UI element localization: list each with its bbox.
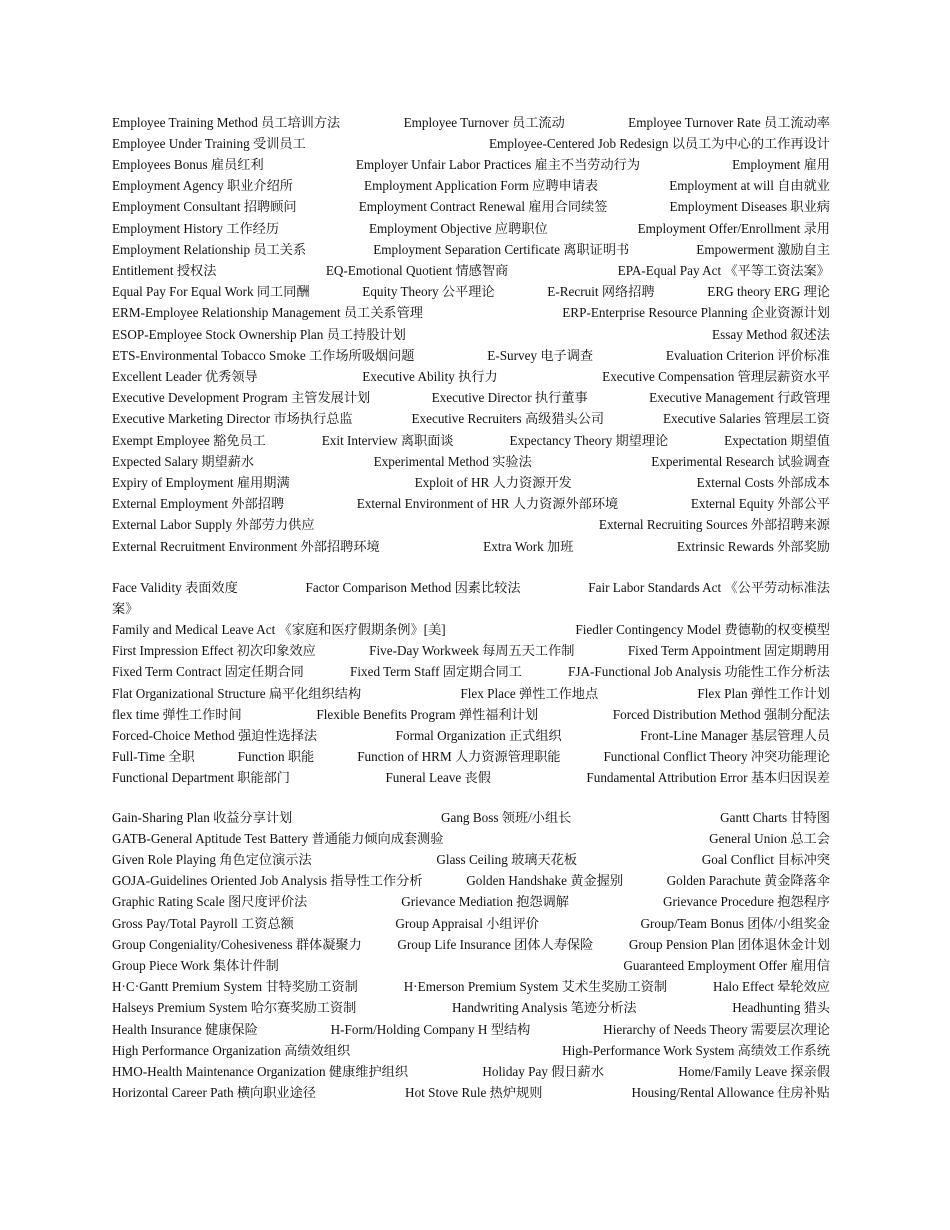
glossary-term: Exit Interview 离职面谈	[321, 432, 454, 448]
glossary-term: ERM-Employee Relationship Management 员工关系管理	[112, 305, 423, 321]
glossary-line	[112, 934, 830, 952]
glossary-term: Holiday Pay 假日薪水	[482, 1063, 605, 1079]
glossary-term: Executive Compensation 管理层薪资水平	[602, 368, 830, 384]
glossary-line	[112, 154, 830, 172]
glossary-term: Horizontal Career Path 横向职业途径	[112, 1085, 316, 1101]
glossary-term: Face Validity 表面效度	[112, 579, 238, 595]
glossary-term: Evaluation Criterion 评价标准	[665, 347, 830, 363]
glossary-term: Expected Salary 期望薪水	[112, 453, 255, 469]
glossary-term: Employee Turnover Rate 员工流动率	[628, 114, 830, 130]
glossary-term: Experimental Research 试验调查	[651, 453, 830, 469]
glossary-line	[112, 536, 830, 554]
glossary-term: Fair Labor Standards Act 《公平劳动标准法	[588, 579, 830, 595]
glossary-term: Expectancy Theory 期望理论	[509, 432, 669, 448]
glossary-term: Essay Method 叙述法	[712, 326, 830, 342]
glossary-term: Group Pension Plan 团体退休金计划	[628, 936, 830, 952]
glossary-term: Housing/Rental Allowance 住房补贴	[631, 1085, 830, 1101]
glossary-line	[112, 747, 830, 765]
glossary-term: Grievance Procedure 抱怨程序	[663, 894, 830, 910]
glossary-line	[112, 807, 830, 825]
glossary-term: Flexible Benefits Program 弹性福利计划	[316, 706, 539, 722]
glossary-line	[112, 768, 830, 786]
glossary-line	[112, 1061, 830, 1079]
glossary-term: Employment Consultant 招聘顾问	[112, 199, 297, 215]
glossary-term: Fundamental Attribution Error 基本归因误差	[586, 770, 830, 786]
glossary-term: Employee-Centered Job Redesign 以员工为中心的工作再设计	[489, 135, 830, 151]
glossary-term: Group Life Insurance 团体人寿保险	[397, 936, 594, 952]
glossary-term: Executive Management 行政管理	[649, 390, 830, 406]
glossary-line	[112, 1040, 830, 1058]
glossary-term: Equity Theory 公平理论	[362, 284, 495, 300]
glossary-term: Employee Training Method 员工培训方法	[112, 114, 341, 130]
glossary-term: Handwriting Analysis 笔迹分析法	[451, 1000, 637, 1016]
glossary-line	[112, 515, 830, 533]
glossary-term: External Recruitment Environment 外部招聘环境	[112, 538, 380, 554]
glossary-term: Golden Parachute 黄金降落伞	[666, 873, 830, 889]
glossary-line	[112, 1083, 830, 1101]
glossary-term: Flex Plan 弹性工作计划	[697, 685, 830, 701]
glossary-term: External Labor Supply 外部劳力供应	[112, 517, 315, 533]
glossary-term: GOJA-Guidelines Oriented Job Analysis 指导性工作分析	[112, 873, 423, 889]
glossary-line	[112, 828, 830, 846]
glossary-term: Employment History 工作经历	[112, 220, 280, 236]
glossary-term: Goal Conflict 目标冲突	[701, 851, 830, 867]
glossary-term: Executive Development Program 主管发展计划	[112, 390, 371, 406]
glossary-term: Flat Organizational Structure 扁平化组织结构	[112, 685, 362, 701]
glossary-line	[112, 197, 830, 215]
glossary-term: Gang Boss 领班/小组长	[440, 809, 572, 825]
glossary-term: FJA-Functional Job Analysis 功能性工作分析法	[568, 664, 830, 680]
glossary-term: Employment Application Form 应聘申请表	[364, 178, 599, 194]
glossary-line	[112, 218, 830, 236]
glossary-line	[112, 598, 830, 616]
glossary-line	[112, 494, 830, 512]
glossary-term: Hot Stove Rule 热炉规则	[405, 1085, 543, 1101]
glossary-term: Home/Family Leave 探亲假	[678, 1063, 830, 1079]
glossary-line	[112, 345, 830, 363]
glossary-term: ESOP-Employee Stock Ownership Plan 员工持股计划	[112, 326, 406, 342]
glossary-line	[112, 451, 830, 469]
glossary-term: Fixed Term Appointment 固定期聘用	[627, 643, 830, 659]
glossary-line	[112, 577, 830, 595]
glossary-term: EQ-Emotional Quotient 情感智商	[325, 262, 509, 278]
glossary-term: H·C·Gantt Premium System 甘特奖励工资制	[112, 979, 358, 995]
glossary-term: Employment Separation Certificate 离职证明书	[373, 241, 630, 257]
glossary-term: Experimental Method 实验法	[373, 453, 532, 469]
glossary-line	[112, 303, 830, 321]
glossary-term: Equal Pay For Equal Work 同工同酬	[112, 284, 310, 300]
glossary-line	[112, 977, 830, 995]
glossary-term: Five-Day Workweek 每周五天工作制	[369, 643, 575, 659]
glossary-line	[112, 892, 830, 910]
glossary-term: Exempt Employee 豁免员工	[112, 432, 266, 448]
glossary-term: Executive Ability 执行力	[362, 368, 498, 384]
glossary-term: 案》	[112, 600, 139, 616]
glossary-line	[112, 998, 830, 1016]
glossary-line	[112, 472, 830, 490]
glossary-term: Grievance Mediation 抱怨调解	[401, 894, 569, 910]
glossary-term: Functional Department 职能部门	[112, 770, 290, 786]
glossary-term: External Environment of HR 人力资源外部环境	[356, 496, 619, 512]
glossary-term: Halo Effect 晕轮效应	[713, 979, 830, 995]
glossary-term: Exploit of HR 人力资源开发	[414, 474, 572, 490]
glossary-term: Employees Bonus 雇员红利	[112, 156, 264, 172]
glossary-term: flex time 弹性工作时间	[112, 706, 242, 722]
glossary-term: E-Survey 电子调查	[487, 347, 594, 363]
glossary-term: Executive Marketing Director 市场执行总监	[112, 411, 353, 427]
glossary-term: Excellent Leader 优秀领导	[112, 368, 258, 384]
glossary-term: Front-Line Manager 基层管理人员	[640, 727, 830, 743]
glossary-term: Employment Offer/Enrollment 录用	[637, 220, 830, 236]
glossary-term: Health Insurance 健康保险	[112, 1021, 258, 1037]
glossary-line	[112, 662, 830, 680]
glossary-term: Employment Objective 应聘职位	[368, 220, 548, 236]
glossary-term: Employment at will 自由就业	[669, 178, 830, 194]
glossary-term: Employment 雇用	[732, 156, 830, 172]
glossary-line	[112, 430, 830, 448]
glossary-term: Headhunting 猎头	[732, 1000, 830, 1016]
glossary-line	[112, 619, 830, 637]
glossary-line	[112, 725, 830, 743]
glossary-term: Expiry of Employment 雇用期满	[112, 474, 290, 490]
glossary-term: Group Appraisal 小组评价	[395, 915, 539, 931]
glossary-term: Employment Contract Renewal 雇用合同续签	[358, 199, 608, 215]
glossary-term: H·Emerson Premium System 艾术生奖励工资制	[403, 979, 668, 995]
glossary-line	[112, 704, 830, 722]
glossary-term: HMO-Health Maintenance Organization 健康维护组织	[112, 1063, 409, 1079]
glossary-term: Extrinsic Rewards 外部奖励	[676, 538, 830, 554]
glossary-term: Employment Agency 职业介绍所	[112, 178, 293, 194]
glossary-term: Gantt Charts 甘特图	[720, 809, 830, 825]
glossary-term: Funeral Leave 丧假	[385, 770, 491, 786]
glossary-line	[112, 239, 830, 257]
glossary-line	[112, 282, 830, 300]
glossary-term: E-Recruit 网络招聘	[547, 284, 655, 300]
glossary-line	[112, 409, 830, 427]
glossary-term: Gain-Sharing Plan 收益分享计划	[112, 809, 293, 825]
glossary-term: External Costs 外部成本	[696, 474, 830, 490]
glossary-term: Entitlement 授权法	[112, 262, 217, 278]
glossary-term: Employee Turnover 员工流动	[403, 114, 565, 130]
glossary-term: Forced Distribution Method 强制分配法	[612, 706, 830, 722]
glossary-line	[112, 366, 830, 384]
glossary-line	[112, 955, 830, 973]
glossary-term: Family and Medical Leave Act 《家庭和医疗假期条例》[美]	[112, 621, 446, 637]
glossary-line	[112, 176, 830, 194]
glossary-term: Formal Organization 正式组织	[395, 727, 562, 743]
glossary-term: Group Congeniality/Cohesiveness 群体凝聚力	[112, 936, 362, 952]
glossary-term: ERG theory ERG 理论	[707, 284, 830, 300]
glossary-term: GATB-General Aptitude Test Battery 普通能力倾向成套测验	[112, 830, 444, 846]
glossary-term: Graphic Rating Scale 图尺度评价法	[112, 894, 308, 910]
glossary-term: Gross Pay/Total Payroll 工资总额	[112, 915, 294, 931]
glossary-term: Given Role Playing 角色定位演示法	[112, 851, 312, 867]
glossary-term: Guaranteed Employment Offer 雇用信	[623, 957, 830, 973]
glossary-term: Flex Place 弹性工作地点	[460, 685, 599, 701]
glossary-line	[112, 260, 830, 278]
glossary-term: Expectation 期望值	[724, 432, 830, 448]
glossary-term: Executive Recruiters 高级猎头公司	[411, 411, 605, 427]
glossary-term: Employment Relationship 员工关系	[112, 241, 307, 257]
glossary-line	[112, 1019, 830, 1037]
glossary-term: Full-Time 全职	[112, 749, 195, 765]
glossary-term: Function of HRM 人力资源管理职能	[357, 749, 561, 765]
glossary-term: Group/Team Bonus 团体/小组奖金	[640, 915, 830, 931]
glossary-term: EPA-Equal Pay Act 《平等工资法案》	[617, 262, 830, 278]
glossary-line	[112, 871, 830, 889]
glossary-term: Function 职能	[237, 749, 315, 765]
glossary-line	[112, 133, 830, 151]
glossary-term: High Performance Organization 高绩效组织	[112, 1042, 351, 1058]
glossary-line	[112, 913, 830, 931]
glossary-term: Fiedler Contingency Model 费德勒的权变模型	[575, 621, 830, 637]
glossary-term: Executive Director 执行董事	[431, 390, 588, 406]
glossary-term: Empowerment 激励自主	[696, 241, 830, 257]
glossary-line	[112, 683, 830, 701]
glossary-term: Employee Under Training 受训员工	[112, 135, 306, 151]
glossary-term: Halseys Premium System 哈尔赛奖励工资制	[112, 1000, 357, 1016]
glossary-term: Extra Work 加班	[483, 538, 574, 554]
glossary-term: Executive Salaries 管理层工资	[662, 411, 830, 427]
glossary-line	[112, 112, 830, 130]
glossary-line	[112, 849, 830, 867]
glossary-term: Group Piece Work 集体计件制	[112, 957, 279, 973]
glossary-term: ETS-Environmental Tobacco Smoke 工作场所吸烟问题	[112, 347, 415, 363]
glossary-line	[112, 324, 830, 342]
glossary-term: Employer Unfair Labor Practices 雇主不当劳动行为	[355, 156, 641, 172]
glossary-term: Hierarchy of Needs Theory 需要层次理论	[603, 1021, 830, 1037]
glossary-term: Fixed Term Staff 固定期合同工	[350, 664, 522, 680]
glossary-term: Golden Handshake 黄金握别	[466, 873, 624, 889]
glossary-term: Fixed Term Contract 固定任期合同	[112, 664, 304, 680]
glossary-term: Glass Ceiling 玻璃天花板	[436, 851, 578, 867]
glossary-term: Forced-Choice Method 强迫性选择法	[112, 727, 318, 743]
glossary-term: First Impression Effect 初次印象效应	[112, 643, 316, 659]
glossary-term: External Equity 外部公平	[690, 496, 830, 512]
glossary-term: Functional Conflict Theory 冲突功能理论	[603, 749, 830, 765]
glossary-term: External Recruiting Sources 外部招聘来源	[598, 517, 830, 533]
glossary-line	[112, 388, 830, 406]
glossary-term: ERP-Enterprise Resource Planning 企业资源计划	[562, 305, 830, 321]
glossary-term: Factor Comparison Method 因素比较法	[305, 579, 521, 595]
glossary-term: General Union 总工会	[709, 830, 830, 846]
glossary-term: H-Form/Holding Company H 型结构	[330, 1021, 531, 1037]
glossary-term: External Employment 外部招聘	[112, 496, 285, 512]
glossary-term: Employment Diseases 职业病	[669, 199, 830, 215]
glossary-term: High-Performance Work System 高绩效工作系统	[562, 1042, 830, 1058]
glossary-line	[112, 641, 830, 659]
